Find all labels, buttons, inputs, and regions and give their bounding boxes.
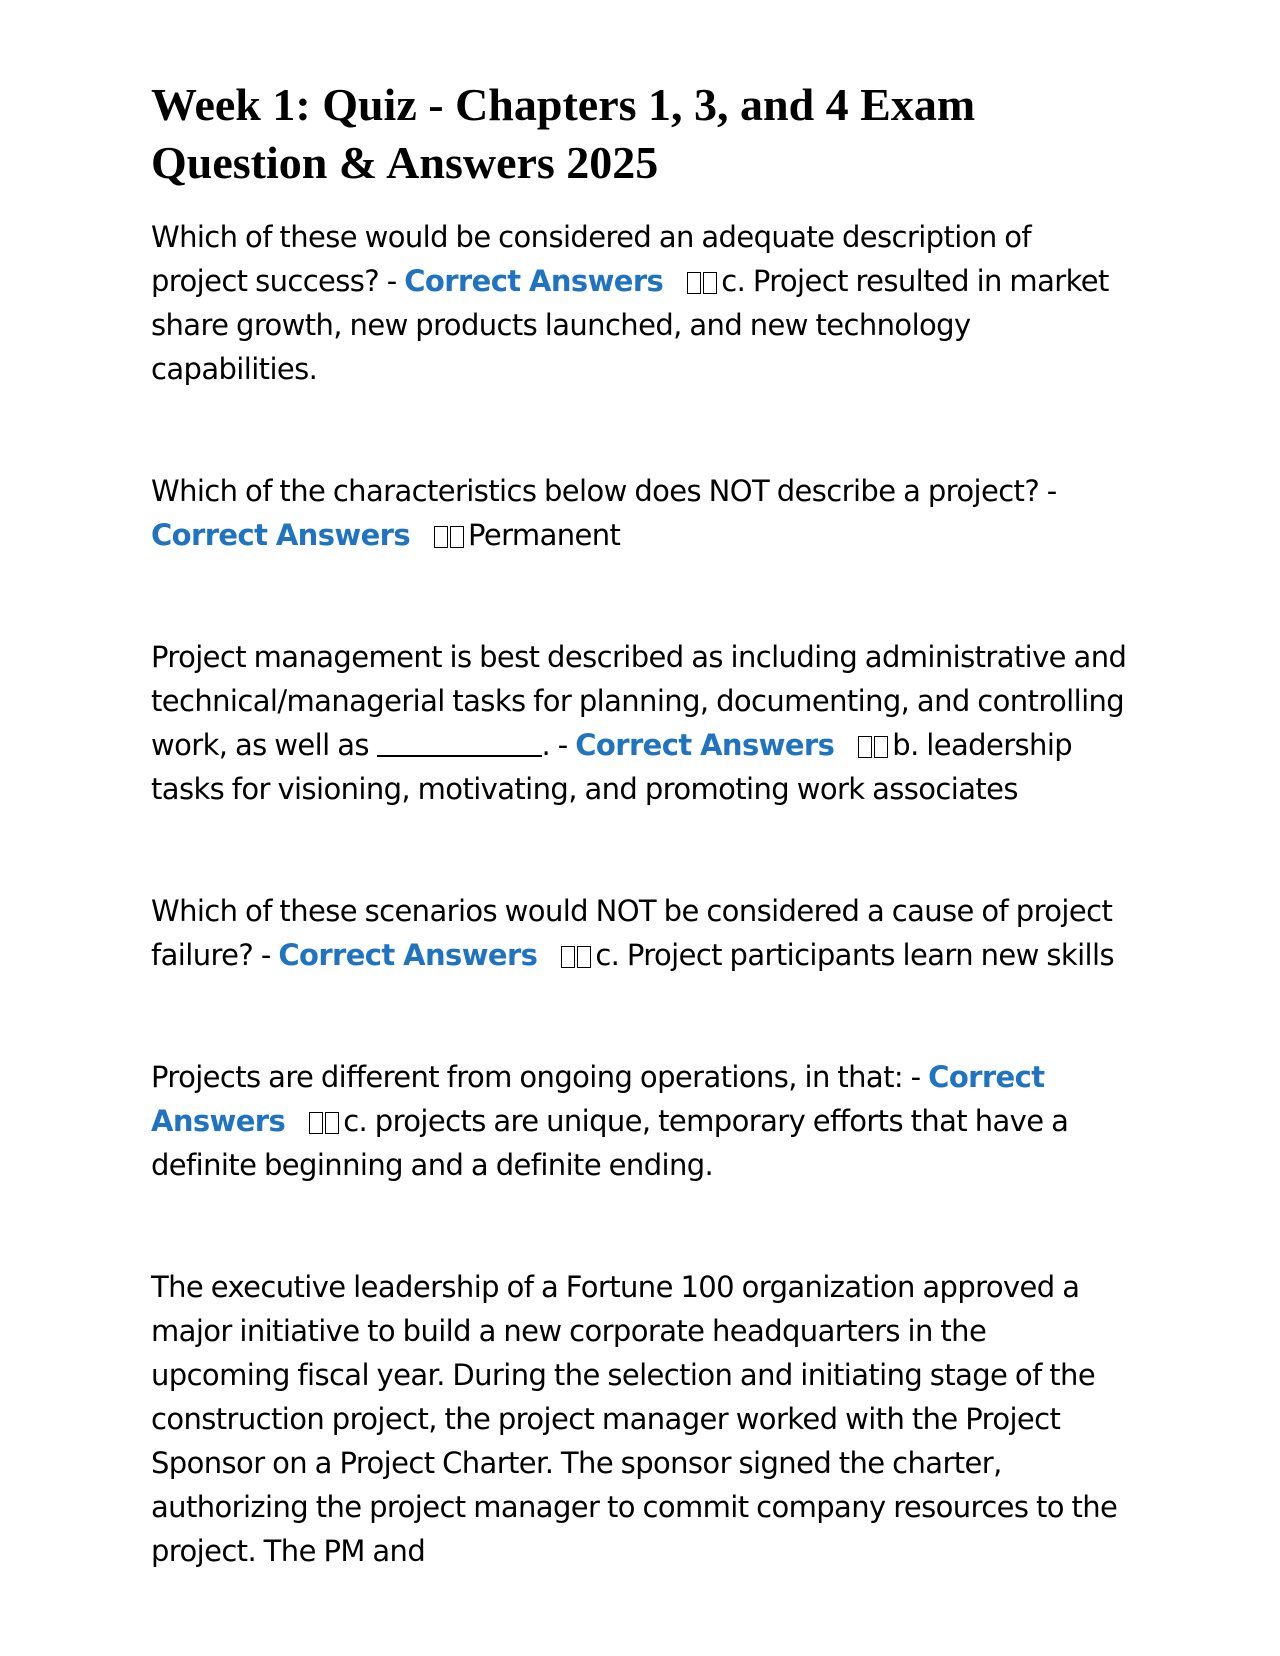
separator: - (550, 728, 576, 762)
missing-glyph-box-icon (874, 736, 888, 758)
missing-glyph-box-icon (561, 946, 575, 968)
answer-text: c. Project resulted in market share growth, new products launched, and new technology capabilities. (151, 264, 1109, 386)
question-text: Projects are different from ongoing operations, in that: (151, 1060, 904, 1094)
missing-glyph-box-icon (687, 272, 701, 294)
correct-answers-label: Correct Answers (151, 518, 411, 552)
paragraph-text: The executive leadership of a Fortune 100 organization approved a major initiative to build a new corporate headquarters in the upcoming fiscal year. During the selection and initiating stage of the construction project, the project manager worked with the Project Sponsor on a Project Charter. The sponsor signed the charter, authorizing the project manager to commit company resources to the project. The PM and (151, 1270, 1118, 1568)
answer-text: b. leadership tasks for visioning, motivating, and promoting work associates (151, 728, 1073, 806)
correct-answers-label: Correct Answers (575, 728, 835, 762)
correct-answers-label: Correct Answers (151, 1060, 1045, 1138)
glyph-boxes (561, 933, 593, 977)
qa-item-1 (151, 215, 1131, 391)
missing-glyph-box-icon (434, 526, 448, 548)
fill-in-blank (377, 727, 542, 757)
glyph-boxes (687, 259, 719, 303)
separator: - (1039, 474, 1057, 508)
answer-text: Permanent (468, 518, 621, 552)
missing-glyph-box-icon (858, 736, 872, 758)
missing-glyph-box-icon (309, 1112, 323, 1134)
glyph-boxes (309, 1099, 341, 1143)
qa-item-4 (151, 889, 1131, 977)
question-text: Which of these would be considered an adequate description of project success? (151, 220, 1032, 298)
missing-glyph-box-icon (325, 1112, 339, 1134)
correct-answers-label: Correct Answers (404, 264, 664, 298)
glyph-boxes (858, 723, 890, 767)
question-text-end: . (541, 728, 551, 762)
qa-item-6 (151, 1265, 1131, 1573)
qa-item-5 (151, 1055, 1131, 1187)
qa-item-2 (151, 469, 1131, 557)
document-title: Week 1: Quiz - Chapters 1, 3, and 4 Exam Question & Answers 2025 (151, 79, 976, 188)
separator: - (903, 1060, 929, 1094)
qa-item-3 (151, 635, 1131, 811)
answer-text: c. projects are unique, temporary efforts that have a definite beginning and a definite ending. (151, 1104, 1069, 1182)
document-page (151, 76, 1131, 1573)
answer-text: c. Project participants learn new skills (595, 938, 1114, 972)
missing-glyph-box-icon (450, 526, 464, 548)
separator: - (379, 264, 405, 298)
missing-glyph-box-icon (577, 946, 591, 968)
question-text: Project management is best described as including administrative and technical/managerial tasks for planning, documenting, and controlling work, as well as (151, 640, 1127, 762)
question-text: Which of these scenarios would NOT be considered a cause of project failure? (151, 894, 1113, 972)
question-text: Which of the characteristics below does NOT describe a project? (151, 474, 1040, 508)
missing-glyph-box-icon (703, 272, 717, 294)
correct-answers-label: Correct Answers (278, 938, 538, 972)
glyph-boxes (434, 513, 466, 557)
separator: - (253, 938, 279, 972)
